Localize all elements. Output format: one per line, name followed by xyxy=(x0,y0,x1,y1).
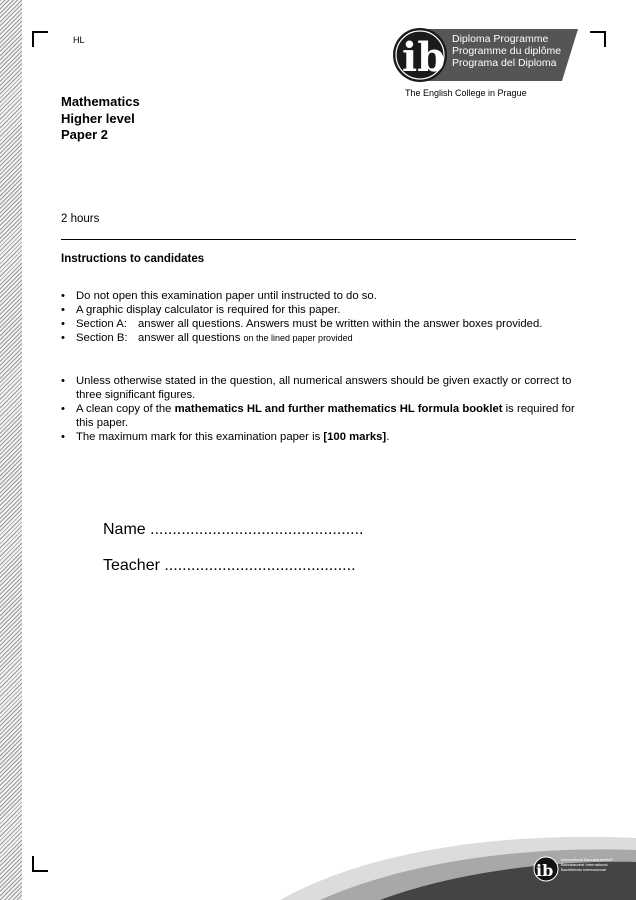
duration: 2 hours xyxy=(61,213,100,225)
logo-line: Diploma Programme xyxy=(452,33,549,45)
logo-line: Programme du diplôme xyxy=(452,45,562,57)
list-item: • The maximum mark for this examination paper is [100 marks]. xyxy=(61,430,581,444)
svg-text:ib: ib xyxy=(402,34,446,81)
instructions-heading: Instructions to candidates xyxy=(61,253,205,265)
list-item: • Section A: answer all questions. Answers must be written within the answer boxes provided. xyxy=(61,317,581,331)
footer-line: Bachillerato Internacional xyxy=(561,867,606,872)
list-item: • A graphic display calculator is required for this paper. xyxy=(61,303,581,317)
subject: Mathematics xyxy=(61,94,140,109)
instructions-list-2 xyxy=(61,374,581,444)
crop-mark-top-right xyxy=(590,31,606,47)
svg-text:ib: ib xyxy=(536,861,554,880)
paper: Paper 2 xyxy=(61,127,108,142)
teacher-field[interactable]: Teacher ........................................... xyxy=(103,557,356,574)
school-name: The English College in Prague xyxy=(405,88,527,98)
crop-mark-top-left xyxy=(32,31,48,47)
logo-text xyxy=(452,33,561,69)
footer-text xyxy=(561,857,613,872)
paper-title xyxy=(61,94,140,144)
list-item: • Unless otherwise stated in the question, all numerical answers should be given exactly or correct to three significant figures. xyxy=(61,374,581,402)
name-field[interactable]: Name ................................................ xyxy=(103,521,364,538)
list-item: • Section B: answer all questions on the lined paper provided xyxy=(61,331,581,345)
list-item: • Do not open this examination paper until instructed to do so. xyxy=(61,289,581,303)
margin-strip xyxy=(0,0,22,900)
crop-mark-bottom-left xyxy=(32,856,48,872)
logo-line: Programa del Diploma xyxy=(452,57,557,69)
footer-line: Baccalauréat International xyxy=(561,862,608,867)
level: Higher level xyxy=(61,110,135,126)
list-item: • A clean copy of the mathematics HL and further mathematics HL formula booklet is required for this paper. xyxy=(61,402,581,430)
footer-line: International Baccalaureate® xyxy=(561,857,613,862)
instructions-list-1 xyxy=(61,289,581,345)
divider xyxy=(61,239,576,240)
level-code: HL xyxy=(73,35,85,45)
